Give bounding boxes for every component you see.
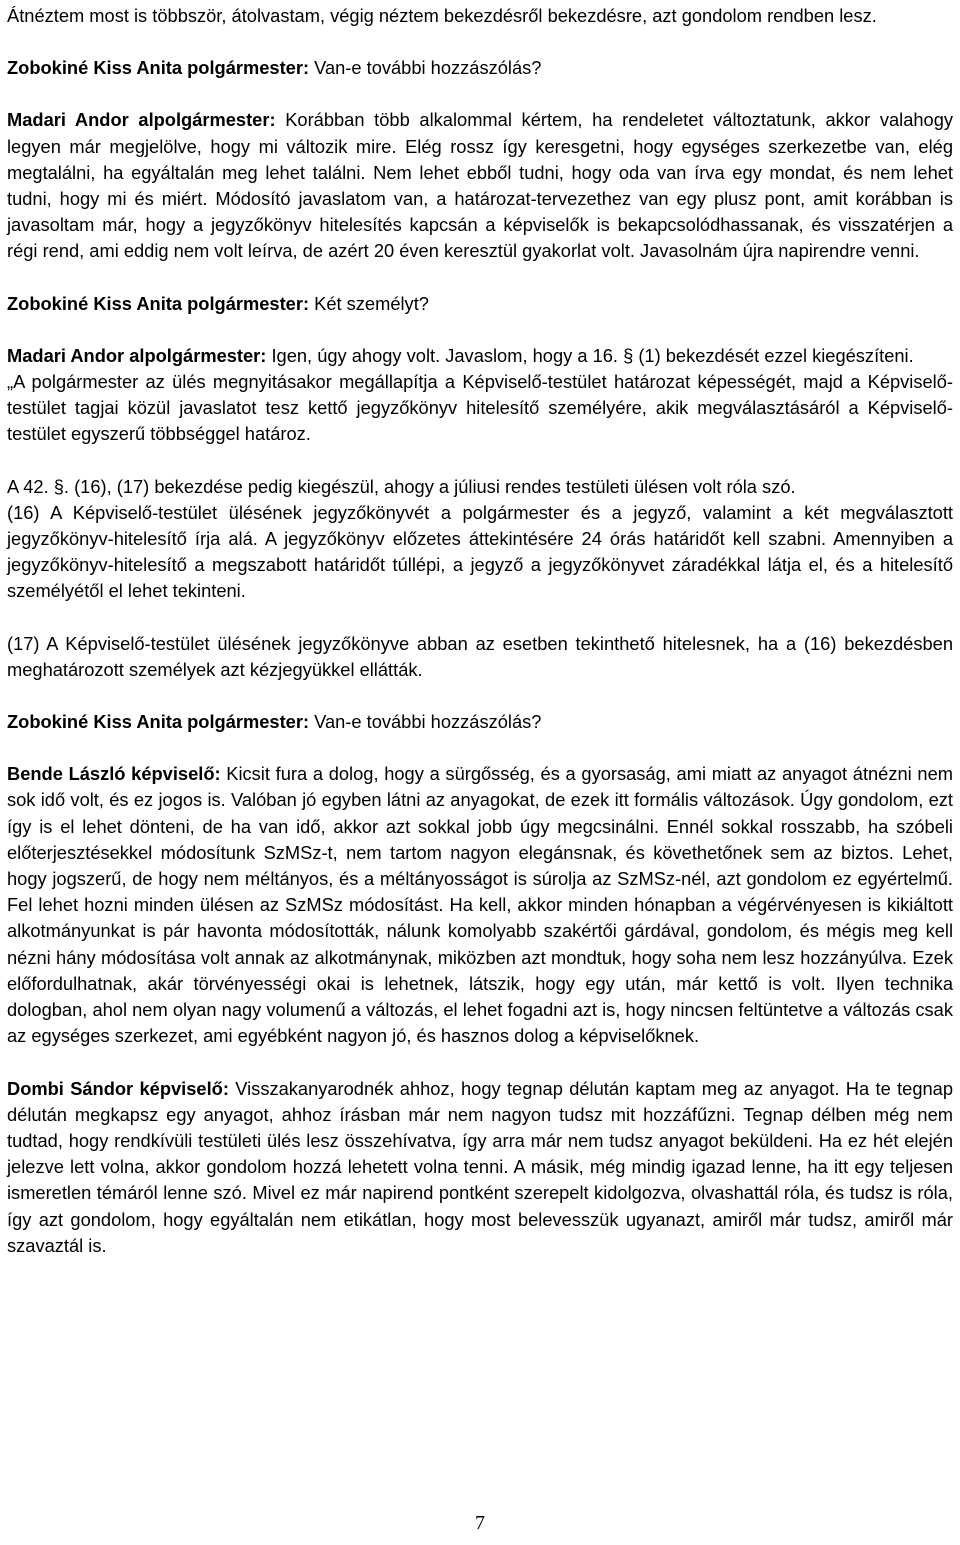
speech-text: Van-e további hozzászólás?: [309, 711, 542, 733]
paragraph-text: (17) A Képviselő-testület ülésének jegyzőkönyve abban az esetben tekinthető hitelesnek, ha a (16) bekezdésben meghatározott személyek azt kézjegyükkel ellátták.: [7, 632, 953, 680]
speech-text: Van-e további hozzászólás?: [309, 57, 542, 79]
paragraph-body: [7, 631, 953, 683]
paragraph-text: „A polgármester az ülés megnyitásakor megállapítja a Képviselő-testület határozat képességét, majd a Képviselő-testület tagjai közül javaslatot tesz kettő jegyzőkönyv hitelesítő személyére, akik megválasztásáról a Képviselő-testület egyszerű többséggel határoz.: [7, 371, 953, 445]
speaker-name: Zobokiné Kiss Anita polgármester:: [7, 57, 310, 79]
paragraph-speech: [7, 55, 953, 81]
paragraph-quote: [7, 369, 953, 448]
paragraph-body: [7, 500, 953, 605]
paragraph-speech: [7, 107, 953, 264]
paragraph-speech: [7, 709, 953, 735]
paragraph-intro: [7, 3, 953, 29]
speaker-name: Zobokiné Kiss Anita polgármester:: [7, 292, 310, 314]
speaker-name: Madari Andor alpolgármester:: [7, 109, 276, 131]
paragraph-body: [7, 474, 953, 500]
paragraph-text: Átnéztem most is többször, átolvastam, végig néztem bekezdésről bekezdésre, azt gondolom rendben lesz.: [7, 5, 877, 26]
paragraph-speech: [7, 291, 953, 317]
paragraph-speech: [7, 343, 953, 369]
paragraph-speech: [7, 761, 953, 1049]
speaker-name: Madari Andor alpolgármester:: [7, 344, 267, 366]
paragraph-speech: [7, 1076, 953, 1259]
document-page: [7, 3, 953, 1259]
speech-text: Kicsit fura a dolog, hogy a sürgősség, és a gyorsaság, ami miatt az anyagot átnézni nem sok idő volt, és ez jogos is. Valóban jó egyben látni az anyagokat, de ezek itt formális változások. Úgy gondolom, ezt így is el lehet dönteni, de ha van idő, akkor azt sokkal jobb úgy megcsinálni. Ennél sokkal rosszabb, ha szóbeli előterjesztésekkel módosítunk SzMSz-t, nem tartom nagyon elegánsnak, és követhetőnek sem az biztos. Lehet, hogy jogszerű, de hogy nem méltányos, és a méltányosságot is súrolja az SzMSz-nél, azt gondolom ez egyértelmű. Fel lehet hozni minden ülésen az SzMSz módosítást. Ha kell, akkor minden hónapban a végérvényesen is kikiáltott alkotmányunkat is pár havonta módosították, nálunk komolyabb szakértői gárdával, gondolom, és mégis meg kell nézni hány módosítása volt annak az alkotmánynak, miközben azt mondtuk, hogy soha nem lesz hozzányúlva. Ezek előfordulhatnak, akár törvényességi okai is lehetnek, látszik, hogy egy után, már kettő is volt. Ilyen technika dologban, ahol nem olyan nagy volumenű a változás, el lehet fogadni azt is, hogy nincsen feltüntetve a változás csak az egységes szerkezet, ami egyébként nagyon jó, és hasznos dolog a képviselőknek.: [7, 763, 953, 1047]
speech-text: Korábban több alkalommal kértem, ha rendeletet változtatunk, akkor valahogy legyen már megjelölve, hogy mi változik mire. Elég rossz így keresgetni, hogy egységes szerkezetbe van, elég megtalálni, ha egyáltalán meg lehet találni. Nem lehet ebből tudni, hogy oda van írva egy mondat, és nem lehet tudni, hogy mi és miért. Módosító javaslatom van, a határozat-tervezethez van egy plusz pont, amit korábban is javasoltam már, hogy a jegyzőkönyv hitelesítés kapcsán a képviselők is bekapcsolódhassanak, és visszatérjen a régi rend, ami eddig nem volt leírva, de azért 20 éven keresztül gyakorlat volt. Javasolnám újra napirendre venni.: [7, 109, 954, 262]
paragraph-text: A 42. §. (16), (17) bekezdése pedig kiegészül, ahogy a júliusi rendes testületi ülésen volt róla szó.: [7, 475, 796, 497]
speaker-name: Bende László képviselő:: [7, 763, 221, 785]
speech-text: Igen, úgy ahogy volt. Javaslom, hogy a 16. § (1) bekezdését ezzel kiegészíteni.: [266, 344, 914, 366]
speech-text: Visszakanyarodnék ahhoz, hogy tegnap délután kaptam meg az anyagot. Ha te tegnap délután megkapsz egy anyagot, ahhoz írásban már nem nagyon tudsz mit hozzáfűzni. Tegnap délben még nem tudtad, hogy rendkívüli testületi ülés lesz összehívatva, így arra már nem tudsz anyagot beküldeni. Ha ez hét elején jelezve lett volna, akkor gondolom hozzá lehetett volna tenni. A másik, még mindig igazad lenne, ha itt egy teljesen ismeretlen témáról lenne szó. Mivel ez már napirend pontként szerepelt kidolgozva, olvashattál róla, és tudsz is róla, így azt gondolom, hogy egyáltalán nem etikátlan, hogy most belevesszük ugyanazt, amiről már tudsz, amiről már szavaztál is.: [7, 1077, 953, 1256]
speaker-name: Zobokiné Kiss Anita polgármester:: [7, 711, 310, 733]
speech-text: Két személyt?: [309, 292, 429, 314]
page-number: 7: [475, 1512, 485, 1534]
paragraph-text: (16) A Képviselő-testület ülésének jegyzőkönyvét a polgármester és a jegyző, valamint a két megválasztott jegyzőkönyv-hitelesítő írja alá. A jegyzőkönyv előzetes áttekintésére 24 órás határidőt kell szabni. Amennyiben a jegyzőkönyv-hitelesítő a megszabott határidőt túllépi, a jegyző a jegyzőkönyvet záradékkal látja el, és a hitelesítő személyétől el lehet tekinteni.: [7, 501, 953, 602]
speaker-name: Dombi Sándor képviselő:: [7, 1077, 229, 1099]
